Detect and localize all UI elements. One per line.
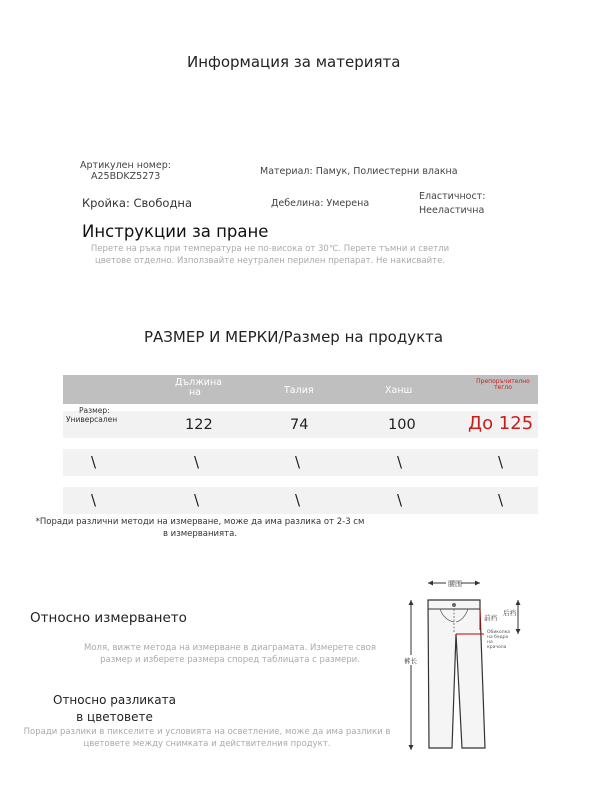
thickness: Дебелина: Умерена — [271, 198, 370, 209]
article-number-value: A25BDKZ5273 — [91, 171, 161, 182]
measurement-line-2: размер и изберете размера според таблицата с размери. — [100, 655, 360, 666]
article-number-label: Артикулен номер: — [80, 160, 172, 171]
empty-cell: \ — [91, 491, 97, 509]
empty-cell: \ — [397, 491, 403, 509]
thigh-label-line-3: на — [487, 640, 493, 645]
size-label: Размер: — [79, 406, 110, 415]
washing-title: Инструкции за пране — [82, 222, 269, 241]
washing-line-1: Перете на ръка при температура не по-висока от 30℃. Перете тъмни и светли — [90, 244, 450, 254]
color-title-line-1: Относно разликата — [53, 693, 176, 707]
measurement-title: Относно измерването — [30, 610, 187, 626]
front-rise-label: 前裆 — [484, 614, 497, 622]
elasticity-label: Еластичност: — [419, 191, 486, 202]
size-table-header — [63, 375, 538, 404]
washing-text — [80, 243, 460, 268]
color-line-1: Поради разлики в пикселите и условията на осветление, може да има разлики в — [23, 727, 391, 737]
back-rise-label: 后裆 — [503, 609, 516, 617]
size-value: Универсален — [66, 415, 118, 424]
back-rise-arrowhead-bottom — [516, 629, 521, 634]
color-difference-title — [53, 692, 176, 727]
size-cell — [66, 406, 117, 424]
material-composition: Материал: Памук, Полиестерни влакна — [260, 166, 458, 177]
measurement-note-line-2: в измерванията. — [162, 529, 238, 540]
empty-cell: \ — [397, 453, 403, 471]
material-info-title: Информация за материята — [187, 53, 401, 71]
empty-cell: \ — [295, 491, 301, 509]
thigh-label-line-2: на бедро — [487, 635, 509, 640]
measurement-note-line-1: *Поради различни методи на измерване, може да има разлика от 2-3 см — [35, 517, 365, 527]
empty-cell: \ — [91, 453, 97, 471]
header-recommended-line-2: тегло — [494, 384, 512, 392]
header-recommended-weight — [471, 379, 535, 392]
header-recommended-line-1: Препоръчително — [476, 378, 530, 385]
measurement-text — [80, 642, 380, 667]
waist-arrowhead-right — [475, 581, 480, 586]
length-label: 裤长 — [404, 657, 417, 665]
washing-line-2: цветове отделно. Използвайте неутрален перилен препарат. Не накисвайте. — [94, 256, 446, 267]
waist-label: 腰围 — [448, 580, 462, 588]
header-waist: Талия — [284, 385, 314, 396]
elasticity-value: Нееластична — [419, 205, 485, 216]
hip-value: 100 — [388, 417, 416, 433]
back-rise-arrowhead-top — [516, 600, 521, 605]
pants-measurement-diagram — [400, 570, 530, 760]
header-length-line-1: Дължина — [175, 377, 222, 388]
waist-value: 74 — [290, 417, 309, 433]
color-title-line-2: в цветовете — [76, 710, 153, 725]
length-arrowhead-bottom — [409, 745, 414, 750]
thigh-label-line-1: Обиколка — [487, 630, 511, 635]
length-arrowhead-top — [409, 600, 414, 605]
length-value: 122 — [185, 417, 213, 433]
measurement-line-1: Моля, вижте метода на измерване в диаграмата. Измерете своя — [84, 643, 376, 653]
header-length — [175, 377, 222, 398]
empty-cell: \ — [498, 453, 504, 471]
thigh-label-line-4: крачола — [487, 645, 507, 650]
empty-cell: \ — [194, 453, 200, 471]
measurement-note — [30, 516, 370, 541]
button-icon — [452, 603, 456, 607]
table-row — [63, 449, 538, 476]
size-section-title: РАЗМЕР И МЕРКИ/Размер на продукта — [144, 328, 444, 346]
header-length-line-2: на — [188, 386, 202, 398]
table-row — [63, 406, 538, 438]
fit-type: Кройка: Свободна — [82, 196, 192, 210]
color-line-2: цветовете между снимката и действителния продукт. — [83, 739, 331, 750]
table-row — [63, 487, 538, 514]
empty-cell: \ — [498, 491, 504, 509]
empty-cell: \ — [194, 491, 200, 509]
header-hip: Ханш — [385, 385, 413, 396]
empty-cell: \ — [295, 453, 301, 471]
waist-arrowhead-left — [428, 581, 433, 586]
color-difference-text — [22, 726, 392, 751]
recommended-weight-value: До 125 — [468, 413, 534, 434]
